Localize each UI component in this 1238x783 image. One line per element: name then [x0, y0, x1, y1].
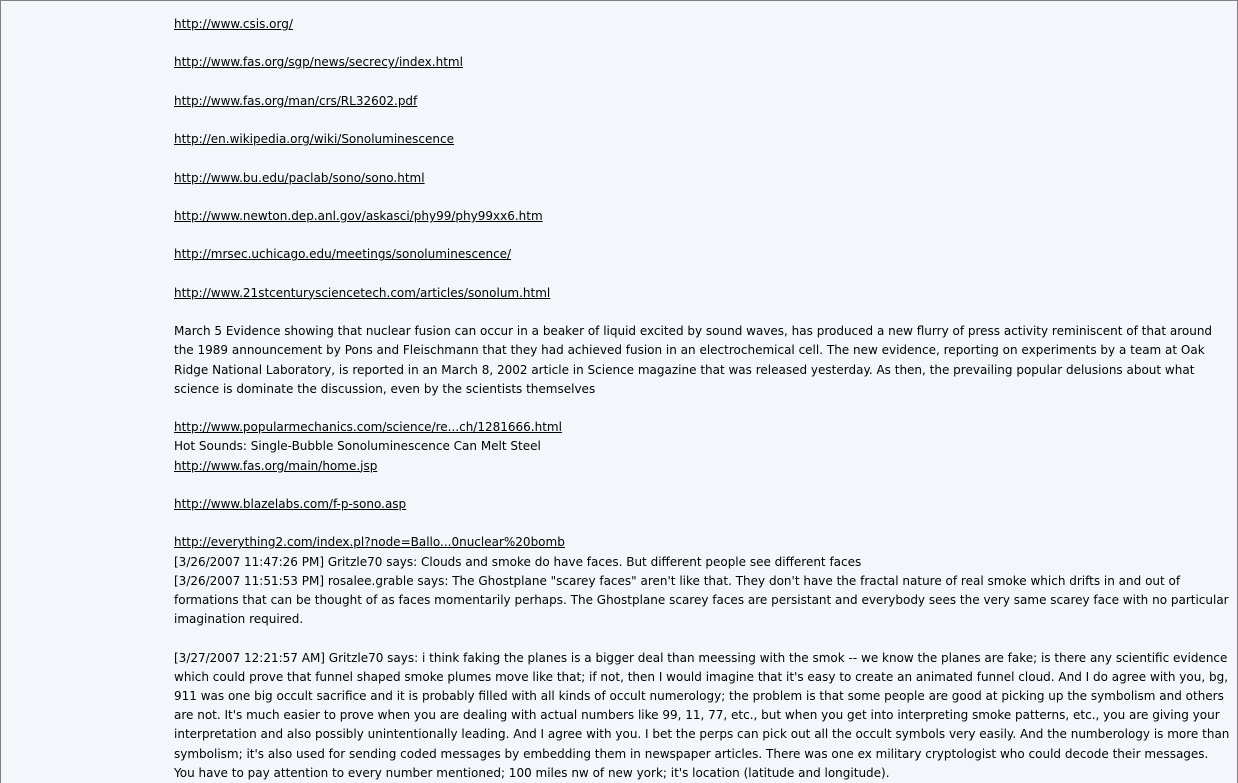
link-everything2[interactable]: http://everything2.com/index.pl?node=Ballo...0nuclear%20bomb [174, 535, 565, 550]
chat-message: [3/26/2007 11:47:26 PM] Gritzle70 says: Clouds and smoke do have faces. But different people see different faces [174, 554, 862, 569]
link-bu-paclab[interactable]: http://www.bu.edu/paclab/sono/sono.html [174, 170, 425, 185]
spacer [174, 149, 1232, 168]
link-blazelabs[interactable]: http://www.blazelabs.com/f-p-sono.asp [174, 496, 407, 511]
chat-message: [3/27/2007 12:21:57 AM] Gritzle70 says: i think faking the planes is a bigger deal than meessing with the smok -- we know the planes are fake; is there any scientific evidence which could prove that funnel shaped smoke plumes move like that; if not, then I would imagine that it's easy to create an animated funnel cloud. And I do agree with you, bg, 911 was one big occult sacrifice and it is probably filled with all kinds of occult numerology; the problem is that some people are good at picking up the symbolism and others are not. It's much easier to prove when you are dealing with actual numbers like 99, 11, 77, etc., but when you get into interpreting smoke patterns, etc., you are giving your interpretation and also possibly unintentionally leading. And I agree with you. I bet the perps can pick out all the occult symbols very easily. And the numberology is more than symbolism; it's also used for sending coded messages by embedding them in newspaper articles. There was one ex military cryptologist who could decode their messages. You have to pay attention to every number mentioned; 100 miles nw of new york; it's location (latitude and longitude). [174, 650, 1230, 780]
link-mrsec-uchicago[interactable]: http://mrsec.uchicago.edu/meetings/sonoluminescence/ [174, 247, 512, 262]
link-popularmechanics[interactable]: http://www.popularmechanics.com/science/re...ch/1281666.html [174, 420, 562, 435]
link-21stcentury[interactable]: http://www.21stcenturysciencetech.com/articles/sonolum.html [174, 285, 551, 300]
spacer [174, 111, 1232, 130]
link-fas-secrecy[interactable]: http://www.fas.org/sgp/news/secrecy/index.html [174, 55, 463, 70]
chat-message: [3/26/2007 11:51:53 PM] rosalee.grable says: The Ghostplane "scarey faces" aren't like that. They don't have the fractal nature of real smoke which drifts in and out of formations that can be thought of as faces momentarily perhaps. The Ghostplane scarey faces are persistant and everybody sees the very same scarey face with no particular imagination required. [174, 573, 1229, 627]
spacer [174, 265, 1232, 284]
link-fas-crs[interactable]: http://www.fas.org/man/crs/RL32602.pdf [174, 93, 418, 108]
spacer [174, 188, 1232, 207]
spacer [174, 73, 1232, 92]
link-wikipedia-sonoluminescence[interactable]: http://en.wikipedia.org/wiki/Sonoluminescence [174, 132, 454, 147]
spacer [174, 34, 1232, 53]
spacer [174, 226, 1232, 245]
link-newton-askasci[interactable]: http://www.newton.dep.anl.gov/askasci/phy99/phy99xx6.htm [174, 208, 543, 223]
spacer [174, 476, 1232, 495]
march5-paragraph: March 5 Evidence showing that nuclear fusion can occur in a beaker of liquid excited by sound waves, has produced a new flurry of press activity reminiscent of that around the 1989 announcement by Pons and Fleischmann that they had achieved fusion in an electrochemical cell. The new evidence, reporting on experiments by a team at Oak Ridge National Laboratory, is reported in an March 8, 2002 article in Science magazine that was released yesterday. As then, the prevailing popular delusions about what science is dominate the discussion, even by the scientists themselves [174, 324, 1213, 396]
spacer [174, 303, 1232, 322]
article-content [174, 15, 1232, 783]
link-fas-main[interactable]: http://www.fas.org/main/home.jsp [174, 458, 378, 473]
spacer [174, 514, 1232, 533]
hot-sounds-text: Hot Sounds: Single-Bubble Sonoluminescence Can Melt Steel [174, 439, 541, 454]
link-csis[interactable]: http://www.csis.org/ [174, 17, 293, 31]
spacer [174, 399, 1232, 418]
spacer [174, 629, 1232, 648]
